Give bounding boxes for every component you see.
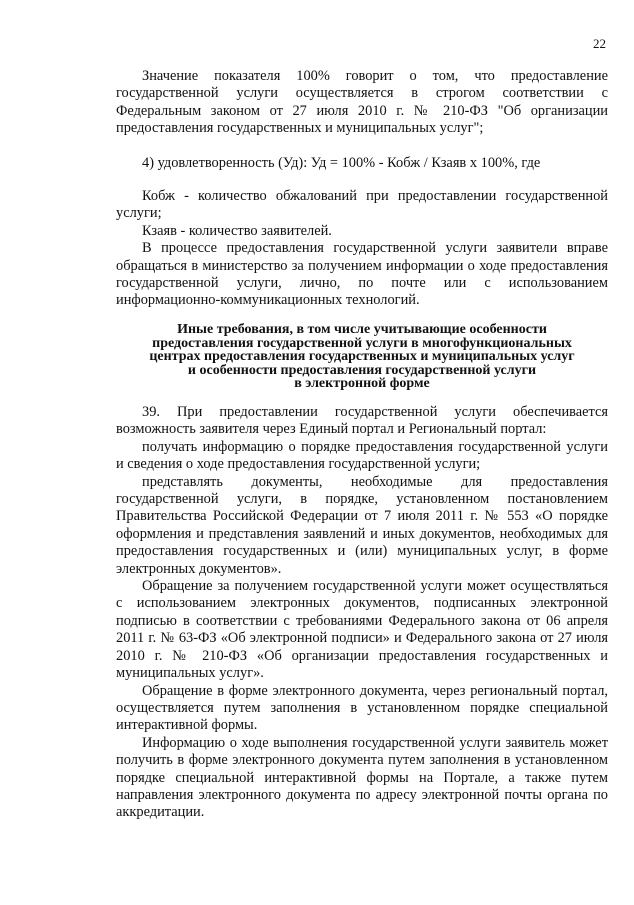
formula-block <box>116 155 608 172</box>
intro-text-block <box>116 68 608 138</box>
progress-info-paragraph: Информацию о ходе выполнения государственной услуги заявитель может получить в форме электронного документа путем заполнения в установленном порядке специальной интерактивной формы на Портале, а также путем направления электронного документа по адресу электронной почты органа по аккредитации. <box>116 734 608 821</box>
receive-info-paragraph: получать информацию о порядке предоставления государственной услуги и сведения о ходе предоставления государственной услуги; <box>116 438 608 473</box>
definitions-block <box>116 188 608 310</box>
heading-line-5: в электронной форме <box>294 376 430 392</box>
item-39-paragraph: 39. При предоставлении государственной услуги обеспечивается возможность заявителя через Единый портал и Региональный портал: <box>116 404 608 438</box>
regional-portal-paragraph: Обращение в форме электронного документа, через региональный портал, осуществляется путем заполнения в установленном порядке специальной интерактивной формы. <box>116 682 608 734</box>
kobzh-definition: Кобж - количество обжалований при предоставлении государственной услуги; <box>116 188 608 222</box>
page-number: 22 <box>593 36 606 51</box>
submit-documents-paragraph: представлять документы, необходимые для предоставления государственной услуги, в порядке, установленном постановлением Правительства Российской Федерации от 7 июля 2011 г. № 553 «О порядке оформления и представления заявлений и иных документов, необходимых для предоставления государственных и (или) муниципальных услуг, в форме электронных документов». <box>116 473 608 577</box>
heading-line-1: Иные требования, в том числе учитывающие особенности <box>177 322 547 337</box>
electronic-request-paragraph: Обращение за получением государственной услуги может осуществляться с использованием электронных документов, подписанных электронной подписью в соответствии с требованиями Федерального закона от 06 апреля 2011 г. № 63-ФЗ «Об электронной подписи» и Федерального закона от 27 июля 2010 г. № 210-ФЗ «Об организации предоставления государственных и муниципальных услуг». <box>116 578 608 682</box>
heading-line-3: центрах предоставления государственных и муниципальных услуг <box>149 349 575 365</box>
section-heading <box>116 323 608 391</box>
heading-line-2: предоставления государственной услуги в многофункциональных <box>152 335 572 351</box>
kzayav-definition: Кзаяв - количество заявителей. <box>142 222 332 239</box>
satisfaction-formula: 4) удовлетворенность (Уд): Уд = 100% - Кобж / Кзаяв х 100%, где <box>142 155 541 171</box>
process-paragraph: В процессе предоставления государственной услуги заявители вправе обращаться в министерство за получением информации о ходе предоставления государственной услуги, лично, по почте или с использованием информационно-коммуникационных технологий. <box>116 240 608 309</box>
section-39-block <box>116 404 608 822</box>
indicator-paragraph: Значение показателя 100% говорит о том, что предоставление государственной услуги осуществляется в строгом соответствии с Федеральным законом от 27 июля 2010 г. № 210-ФЗ "Об организации предоставления государственных и муниципальных услуг"; <box>116 68 608 137</box>
heading-line-4: и особенности предоставления государственной услуги <box>187 362 537 378</box>
